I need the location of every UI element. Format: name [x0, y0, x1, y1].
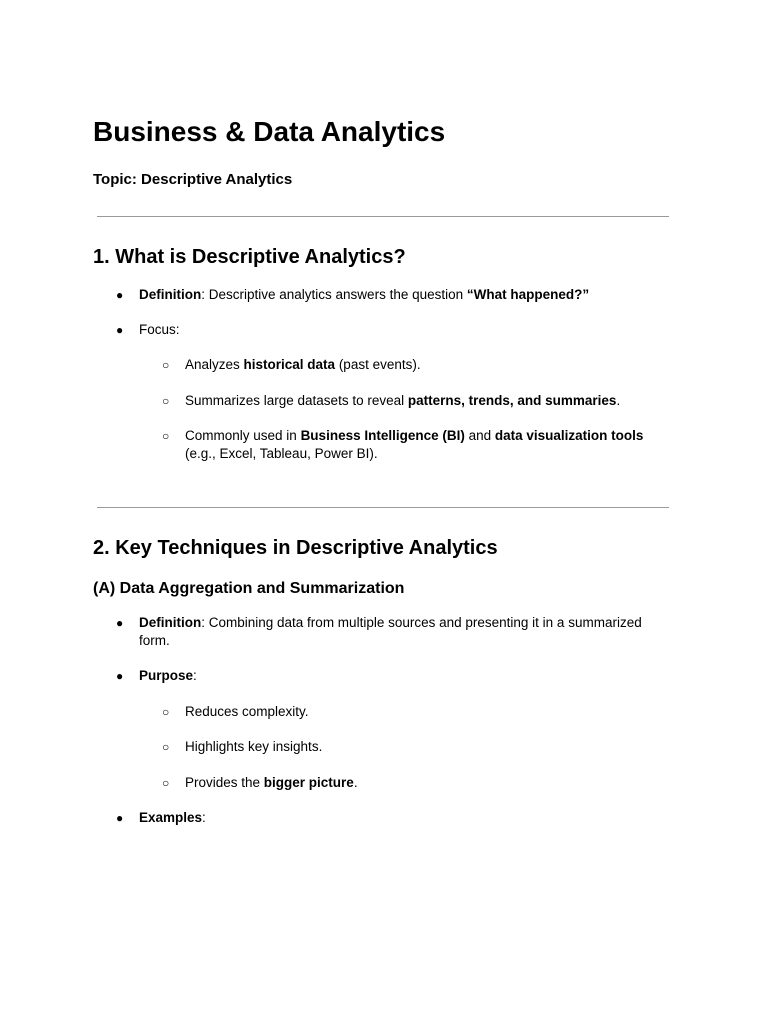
sublist-item-text: Analyzes historical data (past events). [185, 357, 421, 372]
sublist-item-text: Provides the bigger picture. [185, 775, 358, 790]
bullet-icon: ● [116, 288, 124, 302]
sublist-item-text: Summarizes large datasets to reveal patterns, trends, and summaries. [185, 393, 621, 408]
bullet-icon: ● [116, 811, 124, 825]
horizontal-rule [97, 507, 669, 508]
bullet-icon: ● [116, 323, 124, 337]
circle-bullet-icon: ○ [162, 705, 170, 719]
sublist-item-text: Commonly used in Business Intelligence (BI) and data visualization tools [185, 428, 644, 443]
subsection-a-heading: (A) Data Aggregation and Summarization [93, 580, 405, 597]
sublist-item-text-continued: (e.g., Excel, Tableau, Power BI). [185, 446, 378, 461]
document-title: Business & Data Analytics [93, 116, 446, 147]
circle-bullet-icon: ○ [162, 358, 170, 372]
list-item-text: Focus: [139, 322, 180, 337]
horizontal-rule [97, 216, 669, 217]
bullet-icon: ● [116, 616, 124, 630]
bullet-icon: ● [116, 669, 124, 683]
circle-bullet-icon: ○ [162, 394, 170, 408]
sublist-item-text: Highlights key insights. [185, 739, 323, 754]
list-item-text: Purpose: [139, 668, 197, 683]
section-1-heading: 1. What is Descriptive Analytics? [93, 246, 406, 268]
list-item-text: Definition: Descriptive analytics answers the question “What happened?” [139, 287, 590, 302]
circle-bullet-icon: ○ [162, 740, 170, 754]
list-item-text-continued: form. [139, 633, 170, 648]
sublist-item-text: Reduces complexity. [185, 704, 309, 719]
circle-bullet-icon: ○ [162, 776, 170, 790]
topic-line: Topic: Descriptive Analytics [93, 171, 293, 188]
circle-bullet-icon: ○ [162, 429, 170, 443]
list-item-text: Definition: Combining data from multiple sources and presenting it in a summarized [139, 615, 642, 630]
section-2-heading: 2. Key Techniques in Descriptive Analytics [93, 537, 498, 559]
list-item-text: Examples: [139, 810, 206, 825]
